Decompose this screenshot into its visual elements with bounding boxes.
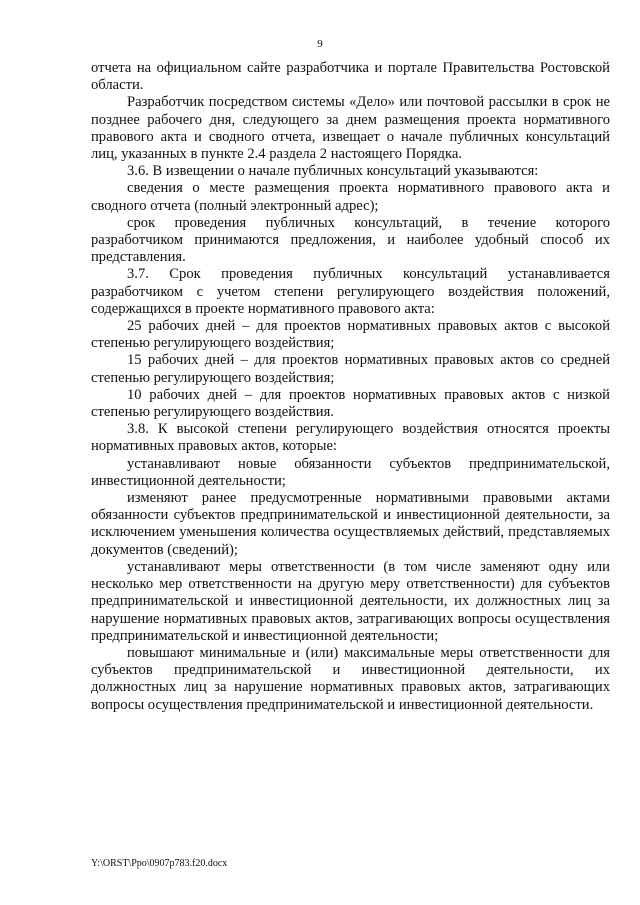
paragraph-10-days: 10 рабочих дней – для проектов нормативных правовых актов с низкой степенью регулирующего воздействия. xyxy=(91,386,610,421)
paragraph-3-6: 3.6. В извещении о начале публичных консультаций указываются: xyxy=(127,163,539,180)
paragraph-25-days: 25 рабочих дней – для проектов нормативных правовых актов с высокой степенью регулирующего воздействия; xyxy=(91,318,610,352)
paragraph-3-8: 3.8. К высокой степени регулирующего воздействия относятся проекты нормативных правовых актов, которые: xyxy=(91,421,610,455)
footer-file-path: Y:\ORST\Ppo\0907p783.f20.docx xyxy=(91,858,228,869)
paragraph-3-7: 3.7. Срок проведения публичных консультаций устанавливается разработчиком с учетом степени регулирующего воздействия положений, содержащихся в проекте нормативного правового акта: xyxy=(91,266,610,317)
document-body xyxy=(91,60,610,714)
paragraph-new-obligations: устанавливают новые обязанности субъектов предпринимательской, инвестиционной деятельности; xyxy=(91,455,610,489)
page-number: 9 xyxy=(317,38,323,50)
paragraph-increased-liability: повышают минимальные и (или) максимальные меры ответственности для субъектов предпринимательской и инвестиционной деятельности, их должностных лиц за нарушение нормативных правовых актов, затрагивающих вопросы осуществления предпринимательской и инвестиционной деятельности. xyxy=(91,644,610,713)
paragraph-15-days: 15 рабочих дней – для проектов нормативных правовых актов со средней степенью регулирующего воздействия; xyxy=(91,352,610,386)
paragraph-liability-measures: устанавливают меры ответственности (в том числе заменяют одну или несколько мер ответственности на другую меру ответственности) для субъектов предпринимательской и инвестиционной деятельности, их должностных лиц за нарушение нормативных правовых актов, затрагивающих вопросы осуществления предпринимательской и инвестиционной деятельности; xyxy=(91,558,610,644)
paragraph-changed-obligations: изменяют ранее предусмотренные нормативными правовыми актами обязанности субъектов предпринимательской и инвестиционной деятельности, за исключением уменьшения количества осуществляемых действий, представляемых документов (сведений); xyxy=(91,490,610,558)
paragraph-developer-notice: Разработчик посредством системы «Дело» или почтовой рассылки в срок не позднее рабочего дня, следующего за днем размещения проекта нормативного правового акта и сводного отчета, извещает о начале публичных консультаций лиц, указанных в пункте 2.4 раздела 2 настоящего Порядка. xyxy=(91,94,610,163)
paragraph-consultation-term: срок проведения публичных консультаций, в течение которого разработчиком принимаются предложения, и наиболее удобный способ их представления. xyxy=(91,214,610,266)
paragraph-placement-info: сведения о месте размещения проекта нормативного правового акта и сводного отчета (полный электронный адрес); xyxy=(91,180,610,214)
paragraph-continuation: отчета на официальном сайте разработчика и портале Правительства Ростовской области. xyxy=(91,60,610,94)
